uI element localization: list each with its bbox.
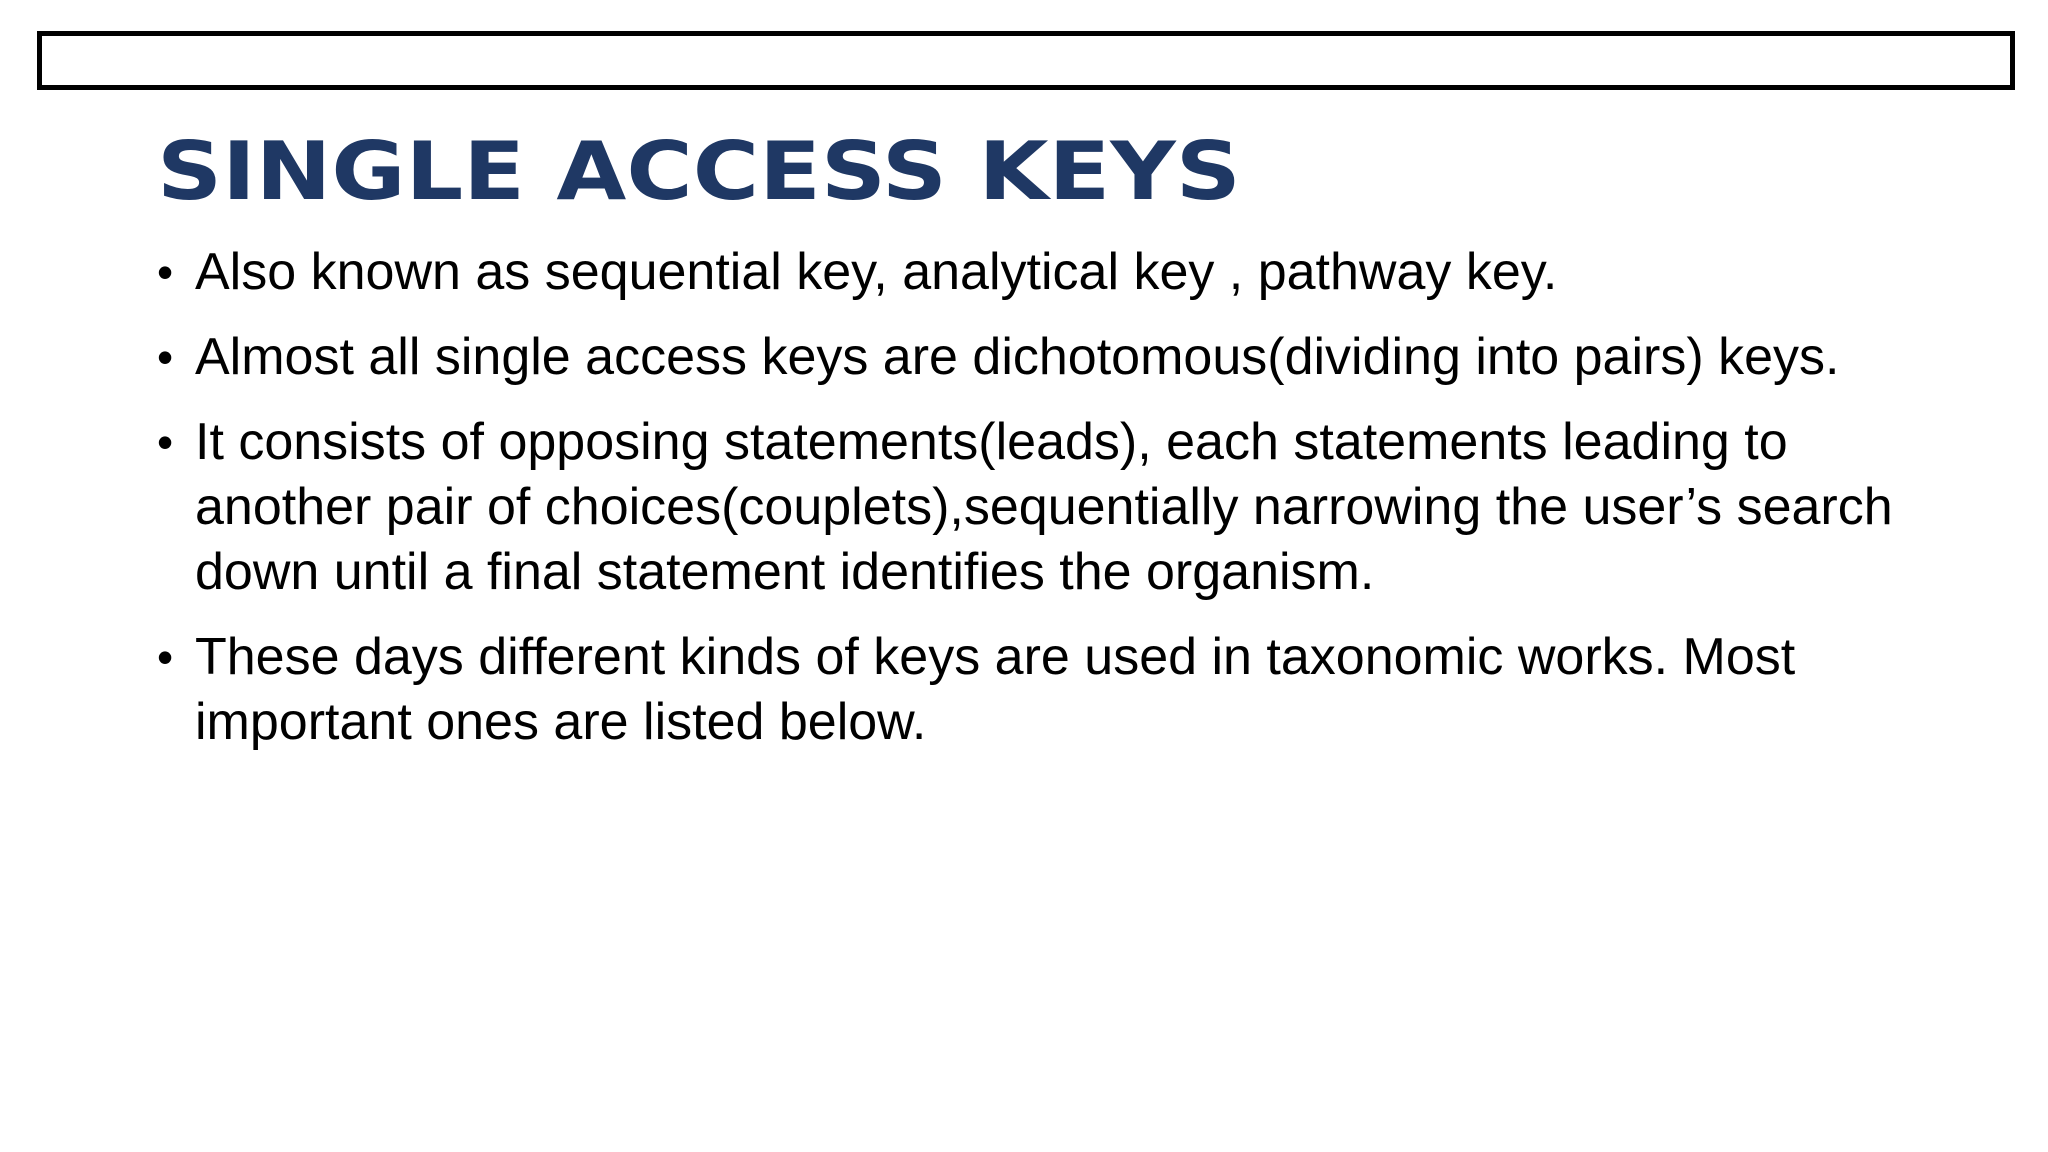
bullet-item-4 <box>157 625 1897 755</box>
slide-title: SINGLE ACCESS KEYS <box>157 125 1241 218</box>
bullet-text-3: It consists of opposing statements(leads), each statements leading to another pair of choices(couplets),sequentially narrowing the user’s search down until a final statement identifies the organism. <box>195 413 1893 601</box>
header-frame-box <box>37 31 2015 90</box>
bullet-list <box>157 240 1897 775</box>
bullet-dot-icon: • <box>157 416 174 468</box>
bullet-text-4: These days different kinds of keys are used in taxonomic works. Most important ones are listed below. <box>195 628 1796 751</box>
bullet-item-1 <box>157 240 1897 305</box>
bullet-item-2 <box>157 325 1897 390</box>
bullet-text-2: Almost all single access keys are dichotomous(dividing into pairs) keys. <box>195 328 1840 386</box>
bullet-text-1: Also known as sequential key, analytical key , pathway key. <box>195 243 1558 301</box>
bullet-dot-icon: • <box>157 631 174 683</box>
bullet-dot-icon: • <box>157 246 174 298</box>
bullet-dot-icon: • <box>157 331 174 383</box>
bullet-item-3 <box>157 410 1897 605</box>
